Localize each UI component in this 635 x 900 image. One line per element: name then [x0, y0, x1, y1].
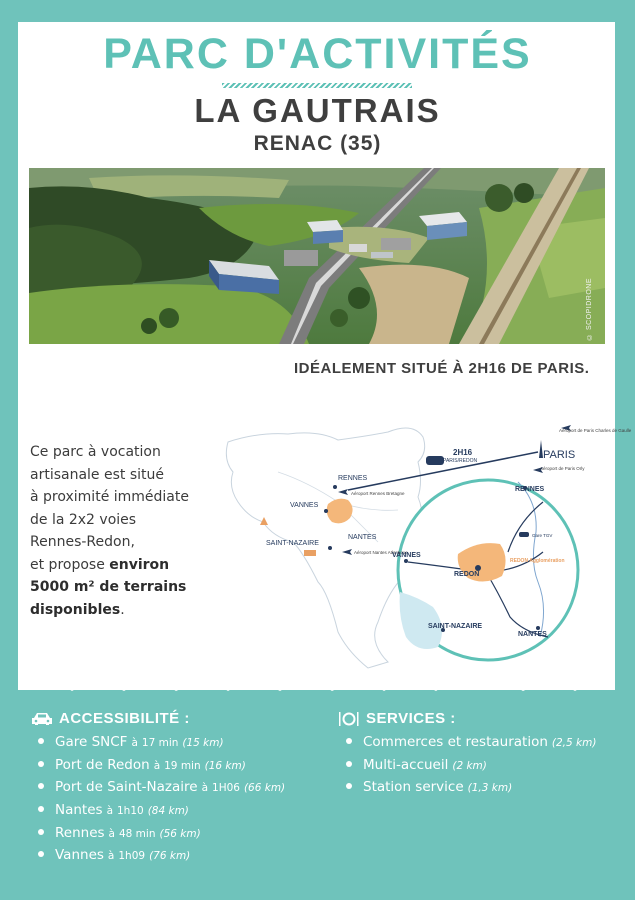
description-line: Ce parc à vocation	[30, 444, 161, 460]
train-icon	[519, 532, 529, 537]
cutlery-icon	[338, 711, 360, 727]
map-label: RENNES	[338, 475, 368, 482]
pin-icon	[324, 509, 328, 513]
destination-name: Port de Redon	[55, 756, 150, 773]
service-item	[346, 779, 596, 802]
bullet	[346, 761, 352, 767]
travel-time: 1H06	[212, 782, 240, 795]
travel-time: 19 min	[164, 759, 201, 772]
map-label: 2H16	[453, 448, 473, 457]
travel-time: 48 min	[118, 827, 156, 840]
pin-icon	[536, 626, 540, 630]
description-line	[30, 554, 220, 577]
map-label: Gare TGV	[532, 533, 553, 538]
bullet	[38, 806, 44, 812]
distance: (2 km)	[452, 759, 487, 772]
distance: (76 km)	[149, 850, 191, 863]
map-label: SAINT-NAZAIRE	[266, 540, 319, 547]
train-icon	[426, 456, 444, 465]
map-label-paris: PARIS	[543, 449, 576, 461]
map-label: SAINT-NAZAIRE	[428, 623, 483, 630]
distance: (84 km)	[147, 805, 189, 818]
travel-time: 17 min	[141, 737, 179, 749]
title-underline	[222, 83, 412, 88]
destination-name: Rennes	[55, 824, 105, 841]
description-highlight: 5000 m² de terrains	[30, 579, 187, 595]
services-heading	[338, 710, 456, 727]
map-label: Aéroport Nantes Atlantique	[354, 550, 408, 555]
park-location: RENAC (35)	[253, 132, 382, 155]
description-text: .	[120, 601, 125, 618]
accessibility-item	[38, 847, 285, 870]
separator: à	[131, 737, 138, 749]
pin-icon	[404, 559, 408, 563]
distance: (1,3 km)	[467, 782, 513, 795]
park-description	[30, 441, 220, 621]
distance: (15 km)	[182, 737, 224, 749]
description-highlight: environ	[109, 556, 170, 573]
bullet	[346, 783, 352, 789]
tagline: IDÉALEMENT SITUÉ À 2H16 DE PARIS.	[294, 360, 590, 377]
airplane-icon	[338, 489, 348, 495]
photo-credit: © SCOPIDRONE	[586, 277, 593, 340]
accessibility-title: ACCESSIBILITÉ :	[59, 710, 190, 727]
description-line: Rennes-Redon,	[30, 534, 135, 550]
travel-time: 1h10	[117, 805, 144, 818]
services-list	[346, 734, 596, 802]
service-name: Multi-accueil	[363, 756, 449, 773]
description-highlight: disponibles	[30, 601, 121, 618]
destination-name: Gare SNCF	[55, 734, 128, 750]
service-item	[346, 734, 596, 757]
map-label: Aéroport Rennes Bretagne	[351, 491, 405, 496]
aerial-photo	[29, 168, 605, 344]
map-label: NANTES	[348, 534, 377, 541]
service-name: Commerces et restauration	[363, 734, 548, 750]
bullet	[38, 761, 44, 767]
destination-name: Nantes	[55, 802, 103, 819]
torn-paper-edge	[18, 680, 615, 696]
map-label: REDON Agglomération	[510, 558, 565, 564]
map-label: PARIS/REDON	[443, 458, 478, 464]
bullet	[38, 738, 44, 744]
distance: (56 km)	[159, 827, 201, 840]
bullet	[38, 783, 44, 789]
distance: (2,5 km)	[551, 737, 597, 749]
car-icon	[31, 712, 53, 726]
bullet	[346, 738, 352, 744]
map-label: Aéroport de Paris Charles de Gaulle	[559, 428, 632, 433]
description-line	[30, 576, 220, 599]
accessibility-list	[38, 734, 285, 870]
map-label: RENNES	[515, 486, 545, 493]
destination-name: Port de Saint-Nazaire	[55, 779, 198, 796]
accessibility-item	[38, 757, 285, 780]
pin-icon	[328, 546, 332, 550]
accessibility-item	[38, 734, 285, 757]
description-line: à proximité immédiate	[30, 489, 189, 505]
distance: (16 km)	[204, 759, 246, 772]
description-line	[30, 599, 220, 622]
travel-time: 1h09	[118, 850, 146, 863]
services-title: SERVICES :	[366, 710, 456, 727]
destination-name: Vannes	[55, 847, 104, 864]
separator: à	[108, 827, 115, 840]
accessibility-item	[38, 825, 285, 848]
pin-icon	[333, 485, 337, 489]
description-text: et propose	[30, 556, 110, 573]
service-item	[346, 757, 596, 780]
ship-icon	[304, 550, 316, 556]
map-label: VANNES	[392, 552, 421, 559]
redon-zone	[327, 499, 353, 524]
separator: à	[153, 759, 161, 772]
bullet	[38, 851, 44, 857]
separator: à	[107, 850, 115, 863]
map-label: Aéroport de Paris Orly	[540, 466, 585, 471]
map-label: VANNES	[290, 502, 319, 509]
accessibility-item	[38, 802, 285, 825]
bullet	[38, 829, 44, 835]
map-label: NANTES	[518, 631, 547, 638]
map-label: REDON	[454, 571, 480, 578]
distance: (66 km)	[243, 782, 286, 795]
separator: à	[106, 805, 113, 818]
service-name: Station service	[363, 779, 464, 796]
description-line: de la 2x2 voies	[30, 511, 137, 528]
accessibility-item	[38, 779, 285, 802]
park-name: LA GAUTRAIS	[194, 92, 441, 129]
location-map	[218, 392, 632, 674]
brittany-outline	[226, 428, 424, 668]
separator: à	[201, 782, 209, 795]
page-title: PARC D'ACTIVITÉS	[103, 30, 532, 78]
description-line: artisanale est situé	[30, 466, 164, 483]
airplane-icon	[342, 549, 352, 555]
accessibility-heading	[31, 710, 190, 727]
